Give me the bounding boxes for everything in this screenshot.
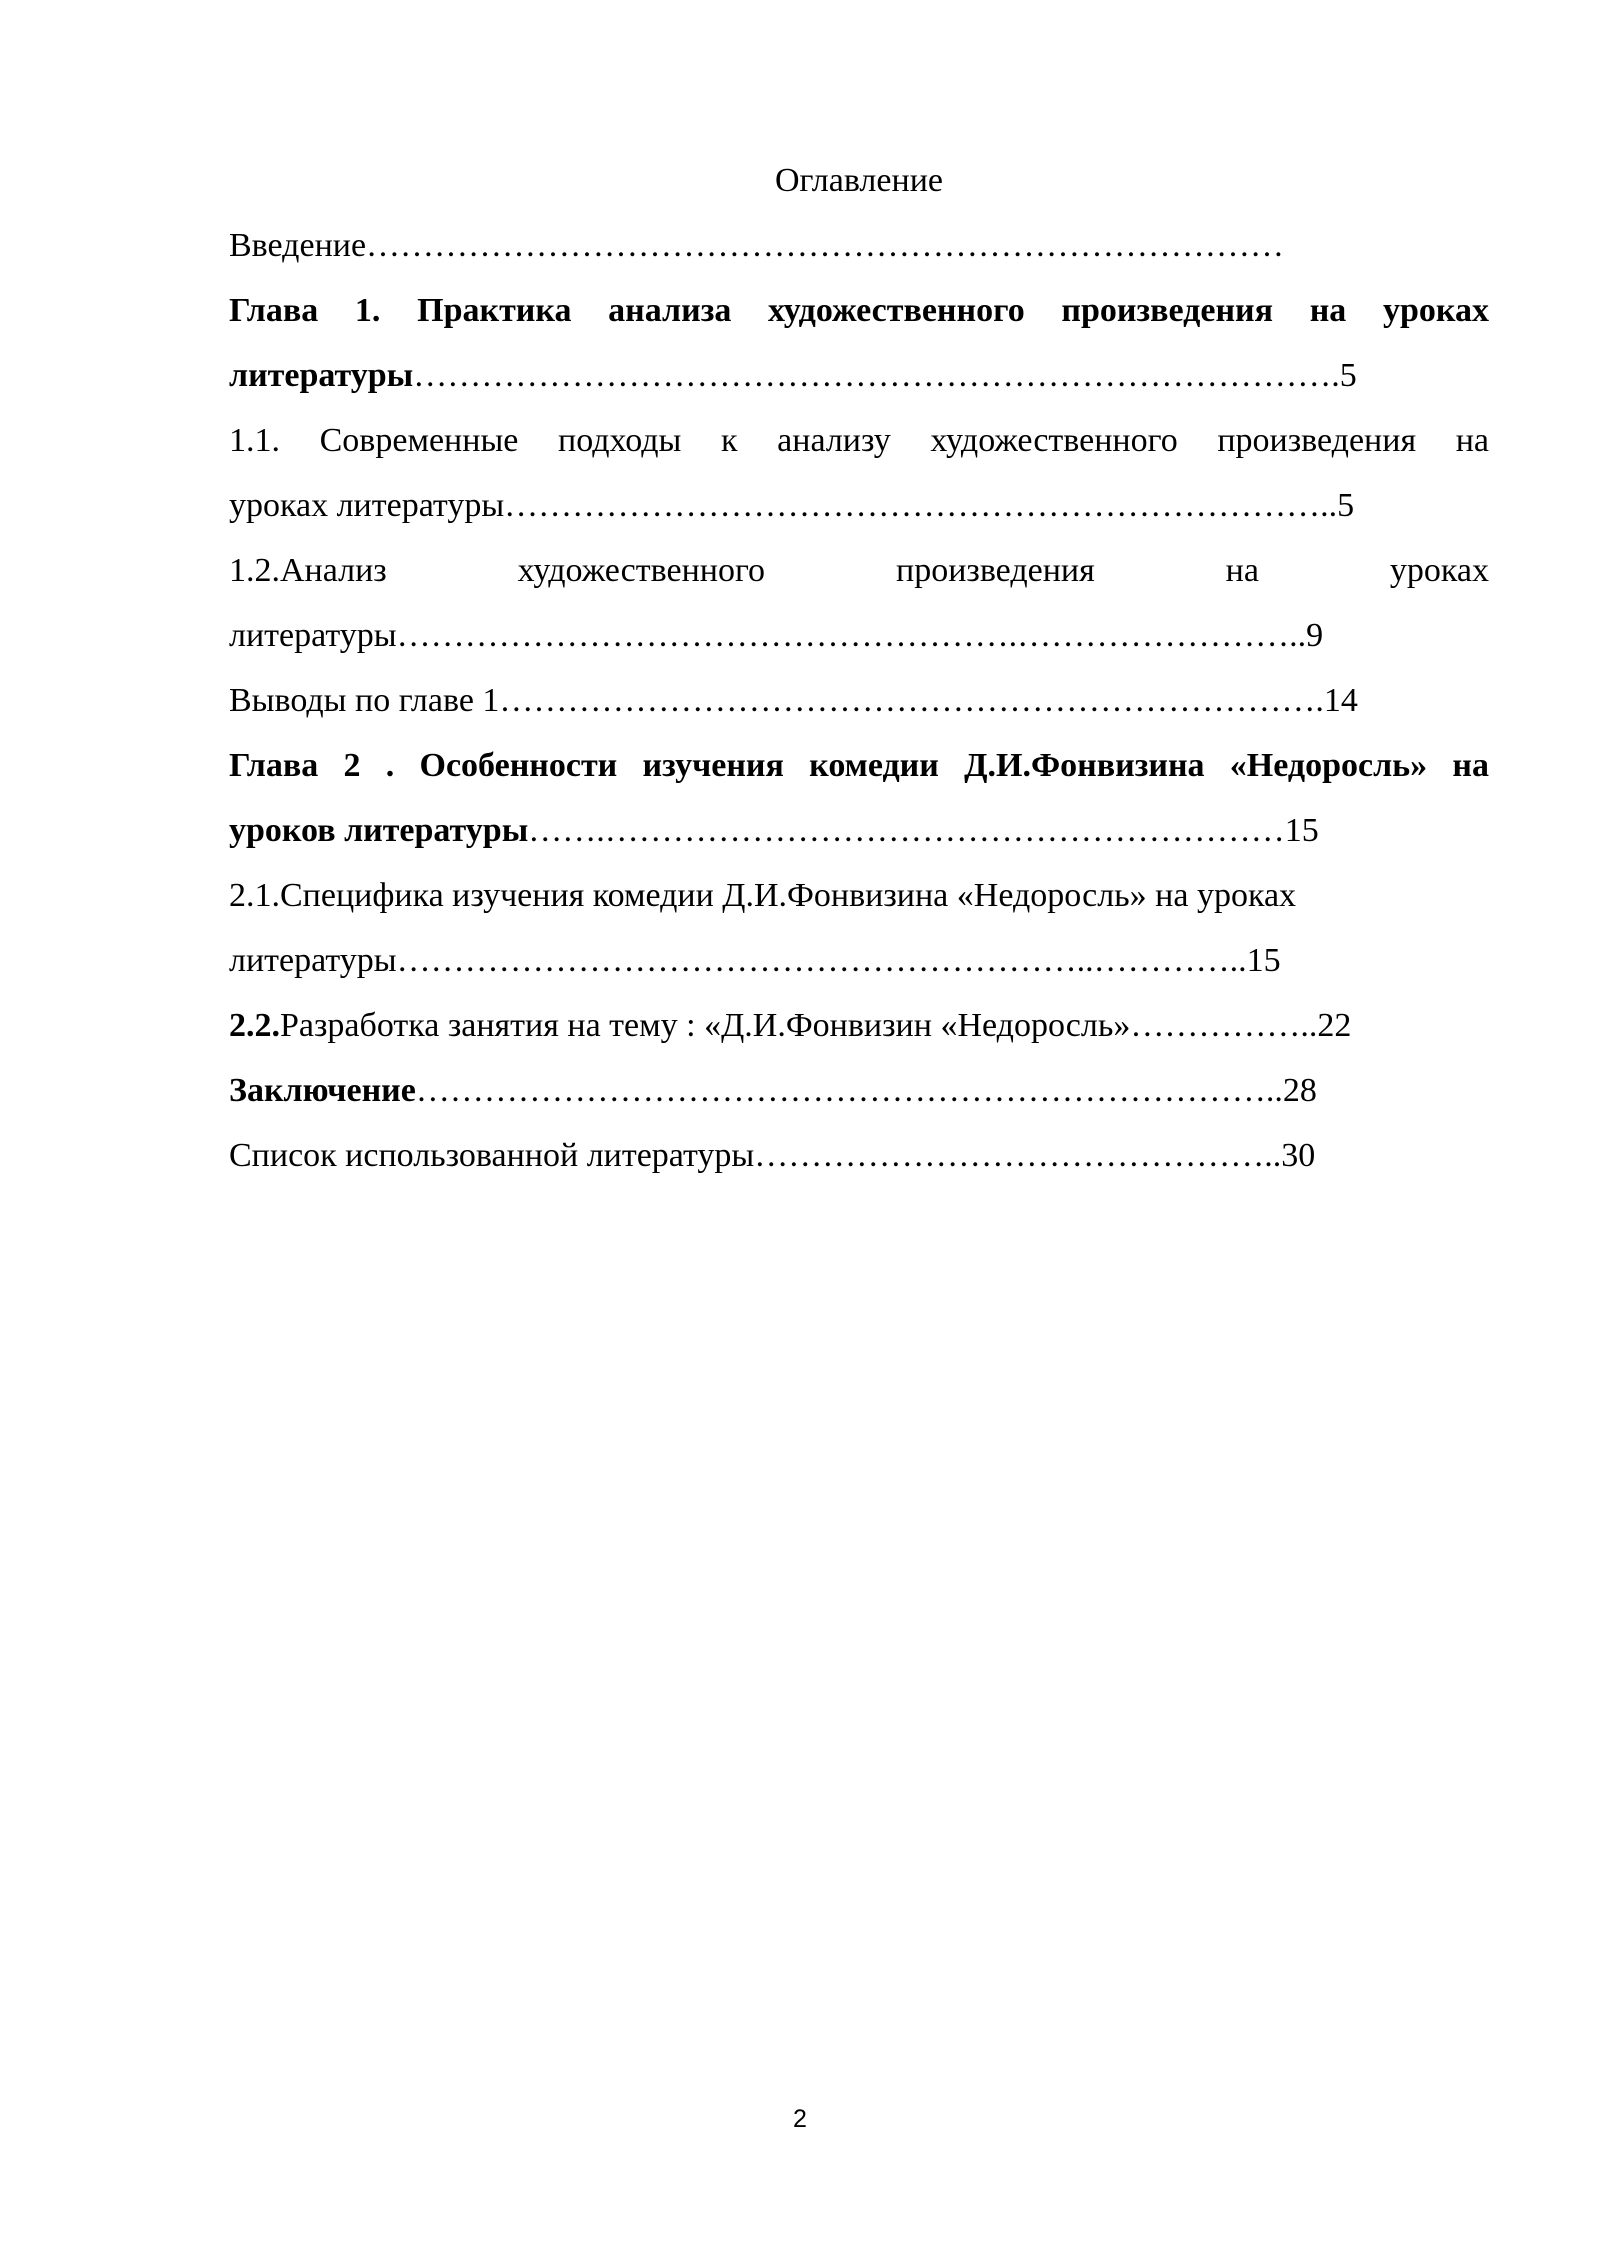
toc-entry-conclusion (229, 1058, 1489, 1123)
table-of-contents (229, 148, 1489, 1188)
entry-leader: …….……………………………………………………15 (528, 812, 1319, 849)
entry-label: уроков литературы (229, 812, 529, 849)
entry-label: литературы (229, 357, 414, 394)
entry-leader: ……………………………………………………………………….5 (413, 357, 1357, 394)
entry-label: Заключение (229, 1072, 416, 1109)
toc-entry-section-2-2 (229, 993, 1489, 1058)
toc-entry-section-2-1-line-2: литературы……………………………………………………..…………..15 (229, 942, 1281, 979)
toc-title: Оглавление (775, 162, 943, 199)
entry-label: Разработка занятия на тему : «Д.И.Фонвизин «Недоросль»……………..22 (280, 1007, 1352, 1044)
toc-entry-chapter-1-line-2 (229, 343, 1489, 408)
entry-leader: ……………………………………………………………………… (366, 227, 1285, 264)
page-number: 2 (793, 2105, 807, 2133)
entry-leader: …………………………………………………………………..28 (415, 1072, 1317, 1109)
toc-entry-section-2-1-line-1: 2.1.Специфика изучения комедии Д.И.Фонвизина «Недоросль» на уроках (229, 877, 1297, 914)
toc-entry-chapter-1-line-1: Глава 1. Практика анализа художественного произведения на уроках (229, 292, 1489, 329)
toc-entry-chapter-2-line-1: Глава 2 . Особенности изучения комедии Д.И.Фонвизина «Недоросль» на (229, 747, 1489, 784)
toc-entry-chapter-2-line-2 (229, 798, 1489, 863)
toc-entry-section-1-1-line-1: 1.1. Современные подходы к анализу художественного произведения на (229, 422, 1489, 459)
entry-number: 2.2. (229, 1007, 280, 1044)
toc-entry-section-1-1-line-2: уроках литературы………………………………………………………………..5 (229, 487, 1355, 524)
toc-entry-chapter-1-conclusions: Выводы по главе 1……………………………………………………………….14 (229, 682, 1358, 719)
entry-label: Введение (229, 227, 367, 264)
toc-entry-references: Список использованной литературы………………………………………..30 (229, 1137, 1316, 1174)
toc-entry-section-1-2-line-2: литературы……………………………………………….……………………..9 (229, 617, 1324, 654)
toc-entry-introduction (229, 213, 1489, 278)
toc-entry-section-1-2-line-1: 1.2.Анализ художественного произведения на уроках (229, 552, 1489, 589)
